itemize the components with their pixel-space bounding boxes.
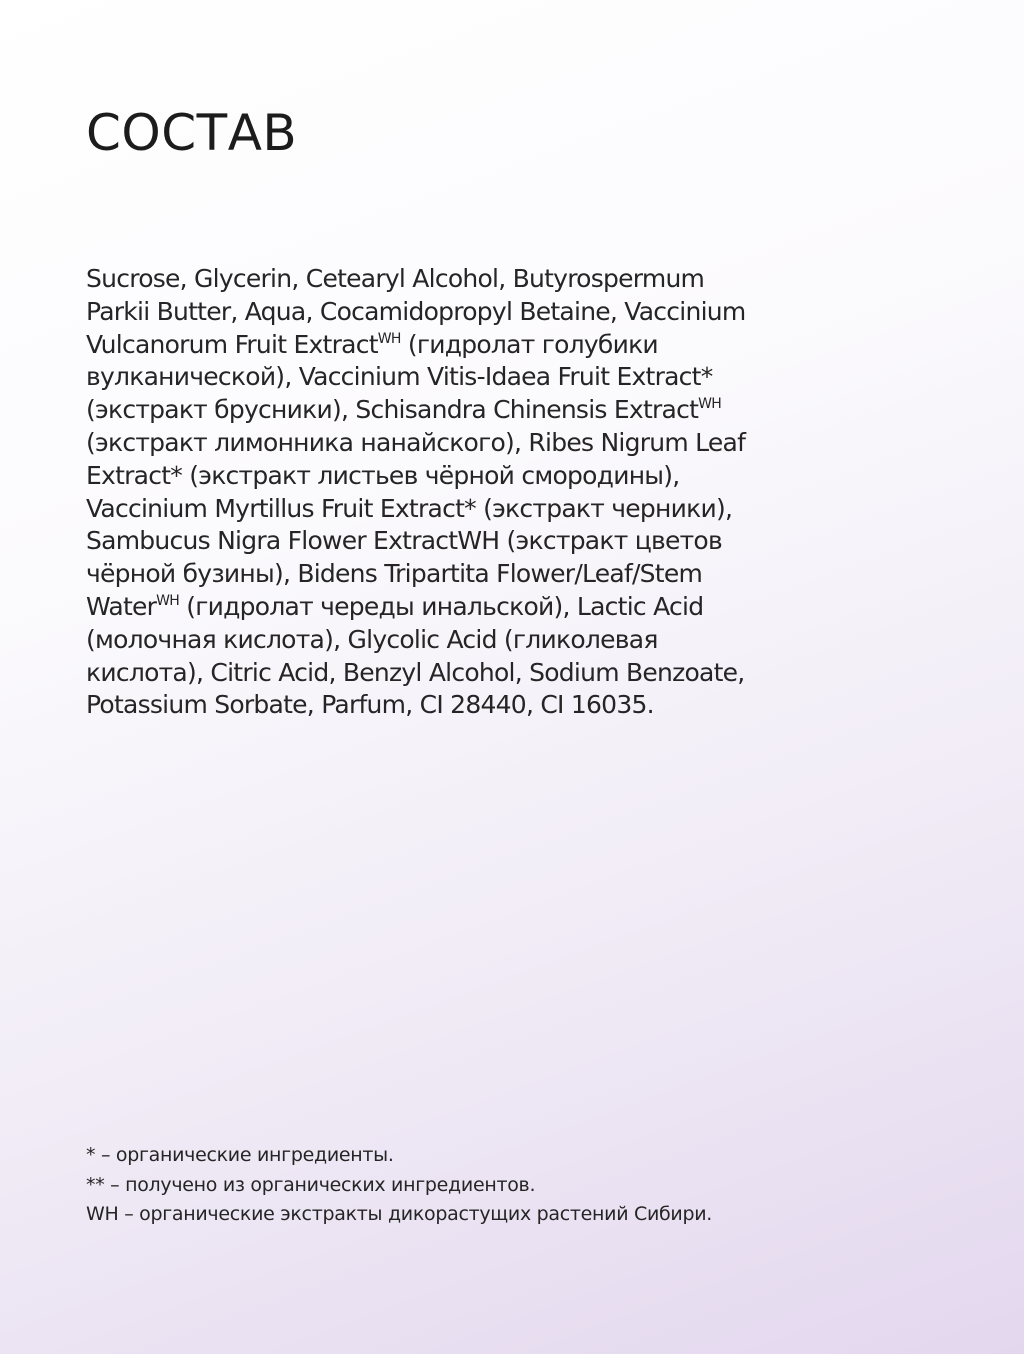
ingredients-line [86,263,956,296]
ingredients-line [86,460,956,493]
ingredients-text: (экстракт брусники), Schisandra Chinensis Extract [86,395,699,425]
ingredients-text: Potassium Sorbate, Parfum, CI 28440, CI 16035. [86,690,654,720]
ingredients-line [86,689,956,722]
ingredients-text: (экстракт лимонника нанайского), Ribes Nigrum Leaf [86,427,746,457]
footnote-organic-derived: ** – получено из органических ингредиентов. [86,1173,536,1196]
superscript-mark: WH [377,330,401,347]
ingredients-line [86,657,956,690]
footnote-organic: * – органические ингредиенты. [86,1144,394,1166]
footnotes [86,1141,712,1230]
page-title: СОСТАВ [86,104,298,162]
ingredients-line [86,493,956,526]
ingredients-line [86,427,956,460]
ingredients-line [86,558,956,591]
ingredients-line [86,624,956,657]
superscript-mark: WH [156,592,180,609]
ingredients-text: (гидролат череды инальской), Lactic Acid [179,591,704,621]
superscript-mark: WH [698,396,722,413]
ingredients-line [86,394,956,427]
ingredients-line [86,296,956,329]
ingredients-line [86,361,956,394]
ingredients-text: Water [86,591,157,621]
ingredients-line [86,591,956,624]
ingredients-text: (гидролат голубики [400,329,658,359]
ingredients-text: (молочная кислота), Glycolic Acid (гликолевая [86,624,658,654]
ingredients-text: Sucrose, Glycerin, Cetearyl Alcohol, Butyrospermum [86,264,705,293]
ingredients-text: Vaccinium Myrtillus Fruit Extract* (экстракт черники), [86,493,733,523]
ingredients-text: Parkii Butter, Aqua, Cocamidopropyl Betaine, Vaccinium [86,296,746,326]
ingredients-line [86,525,956,558]
ingredients-text: вулканической), Vaccinium Vitis-Idaea Fruit Extract* [86,362,713,392]
ingredients-text: Extract* (экстракт листьев чёрной смородины), [86,460,680,490]
ingredients-list [86,263,956,722]
ingredients-text: чёрной бузины), Bidens Tripartita Flower/Leaf/Stem [86,559,703,589]
ingredients-line [86,329,956,362]
footnote-wild-harvested: WH – органические экстракты дикорастущих растений Сибири. [86,1203,713,1225]
ingredients-text: кислота), Citric Acid, Benzyl Alcohol, Sodium Benzoate, [86,657,745,687]
ingredients-text: Sambucus Nigra Flower ExtractWH (экстракт цветов [86,526,722,556]
ingredients-text: Vulcanorum Fruit Extract [86,329,378,359]
